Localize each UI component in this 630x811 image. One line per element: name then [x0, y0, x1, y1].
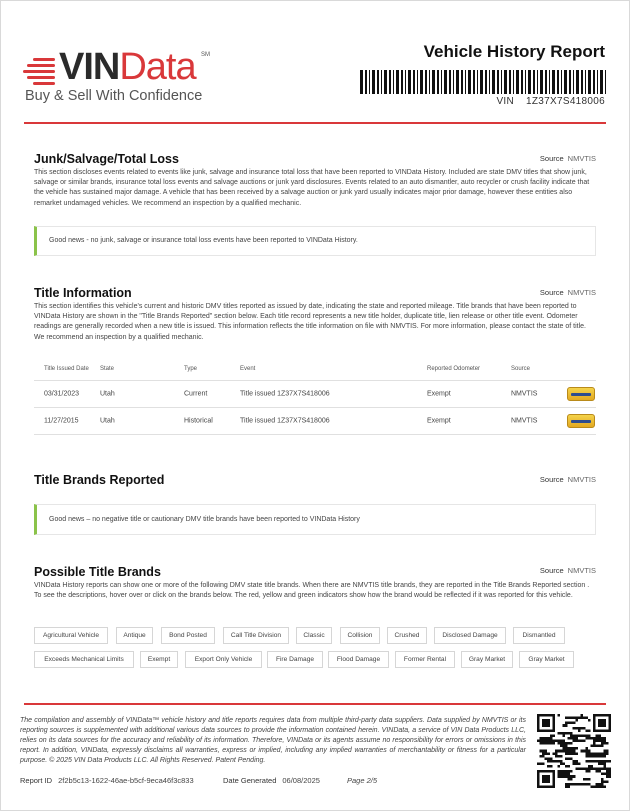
vin-label: VIN [496, 96, 515, 107]
brand-chip-antique[interactable]: Antique [116, 627, 153, 644]
nmvtis-logo-icon[interactable] [567, 414, 595, 428]
row-type: Current [184, 390, 208, 398]
logo-service-mark: SM [201, 52, 210, 58]
logo-wordmark: VINData [59, 46, 196, 88]
col-reported-odometer: Reported Odometer [427, 366, 481, 372]
brand-chip-exceeds-mechanical-limits[interactable]: Exceeds Mechanical Limits [34, 651, 134, 668]
brand-chip-collision[interactable]: Collision [340, 627, 380, 644]
logo-speed-lines-icon [23, 53, 57, 85]
col-state: State [100, 366, 115, 372]
brands-reported-section-title: Title Brands Reported [34, 473, 165, 487]
row-state: Utah [100, 390, 115, 398]
nmvtis-logo-icon[interactable] [567, 387, 595, 401]
possible-brands-description: VINData History reports can show one or more of the following DMV state title brands. When there are NMVTIS title brands, they are reported in the Title Brands Reported section . To see the descriptions, hover over or click on the brands below. The red, yellow and green indicators show how the brand would be reflected if it was reported for this vehicle. [34, 582, 590, 600]
row-odometer: Exempt [427, 417, 451, 425]
vin-line [496, 96, 605, 107]
brand-chip-gray-market[interactable]: Gray Market [519, 651, 574, 668]
row-state: Utah [100, 417, 115, 425]
report-id: Report ID 2f2b5c13-1622-46ae-b5cf-9eca46f3c833 [20, 776, 194, 785]
junk-source: Source NMVTIS [539, 154, 596, 163]
table-row [34, 408, 596, 435]
brand-chip-export-only-vehicle[interactable]: Export Only Vehicle [185, 651, 262, 668]
footer-divider [24, 703, 606, 705]
brand-chip-disclosed-damage[interactable]: Disclosed Damage [434, 627, 506, 644]
qr-code-icon[interactable] [537, 714, 611, 788]
junk-description: This section discloses events related to events like junk, salvage and insurance total loss that have been reported to VINData History. Included are state DMV titles that show junk, salvage or similar brands, insurance total loss events and salvage auctions or junk yard disclosures. Events related to an auto dismantler, auto recycler or crush facility indicate that the vehicle has sustained major damage. A vehicle that has been received by a salvage auction or junk yard usually indicates major prior damage, however these entities also remarket undamaged vehicles. We recommend an inspection by a qualified mechanic. [34, 169, 590, 207]
brand-chip-fire-damage[interactable]: Fire Damage [267, 651, 323, 668]
logo-tagline: Buy & Sell With Confidence [25, 88, 203, 104]
brand-chip-crushed[interactable]: Crushed [387, 627, 427, 644]
brand-chip-call-title-division[interactable]: Call Title Division [223, 627, 289, 644]
header-divider [24, 122, 606, 124]
vin-barcode [360, 70, 606, 94]
possible-brands-section-title: Possible Title Brands [34, 565, 161, 579]
title-info-description: This section identifies this vehicle's current and historic DMV titles reported as issued by date, indicating the state and reported mileage. Title brands that have been reported to VINData History are shown in the "Title Brands Reported" section below. Each title record represents a new title holder, duplicate title, lien release or other title event. Odometer readings are generally recorded when a new title is issued. This information reflects the title information on file with NMVTIS. For more information, please contact the state of title. We recommend an inspection by a qualified mechanic. [34, 303, 586, 341]
page-number: Page 2/5 [347, 776, 378, 785]
brand-chip-exempt[interactable]: Exempt [140, 651, 178, 668]
brand-chip-classic[interactable]: Classic [296, 627, 332, 644]
brands-good-news-notice [34, 504, 596, 535]
col-type: Type [184, 366, 198, 372]
brands-notice-text: Good news – no negative title or cautionary DMV title brands have been reported to VINData History [49, 516, 360, 523]
row-event: Title issued 1Z37X7S418006 [240, 417, 330, 425]
junk-section-title: Junk/Salvage/Total Loss [34, 152, 179, 166]
col-source: Source [511, 366, 531, 372]
title-table-header [34, 358, 596, 381]
junk-notice-text: Good news - no junk, salvage or insurance total loss events have been reported to VINData History. [49, 237, 358, 244]
title-info-section-title: Title Information [34, 286, 132, 300]
row-date: 03/31/2023 [44, 390, 80, 398]
vin-value: 1Z37X7S418006 [526, 96, 605, 107]
brands-reported-source: Source NMVTIS [539, 475, 596, 484]
date-generated: Date Generated 06/08/2025 [223, 776, 320, 785]
brand-chip-dismantled[interactable]: Dismantled [513, 627, 565, 644]
row-event: Title issued 1Z37X7S418006 [240, 390, 330, 398]
brand-chip-flood-damage[interactable]: Flood Damage [328, 651, 389, 668]
title-info-source: Source NMVTIS [539, 288, 596, 297]
title-table [34, 358, 596, 435]
brand-chip-former-rental[interactable]: Former Rental [395, 651, 455, 668]
row-source: NMVTIS [511, 417, 538, 425]
col-title-issued-date: Title Issued Date [44, 366, 89, 372]
vindata-logo [23, 46, 213, 110]
table-row [34, 381, 596, 408]
row-source: NMVTIS [511, 390, 538, 398]
brand-chip-agricultural-vehicle[interactable]: Agricultural Vehicle [34, 627, 108, 644]
brand-chip-gray-market[interactable]: Gray Market [461, 651, 513, 668]
col-event: Event [240, 366, 256, 372]
row-type: Historical [184, 417, 213, 425]
possible-brands-source: Source NMVTIS [539, 566, 596, 575]
report-title: Vehicle History Report [423, 42, 605, 61]
brand-chip-bond-posted[interactable]: Bond Posted [161, 627, 215, 644]
legal-disclaimer: The compilation and assembly of VINData™ vehicle history and title reports requires data from multiple third-party data suppliers. Data supplied by NMVTIS or its reporting sources is supplemented with additional various data sources to provide the information contained herein. VINData, a service of VIN Data Products LLC, relies on its data sources for the accuracy and reliability of its information. Therefore, VINData or its agents assume no responsibility for errors or omissions in this report. In addition, VINData, expressly disclaims all warranties, express or implied, including any implied warranties of merchantability or fitness for a particular purpose. © 2025 VIN Data Products LLC. All Rights Reserved. Patent Pending. [20, 717, 526, 764]
row-odometer: Exempt [427, 390, 451, 398]
junk-good-news-notice [34, 226, 596, 256]
row-date: 11/27/2015 [44, 417, 79, 425]
